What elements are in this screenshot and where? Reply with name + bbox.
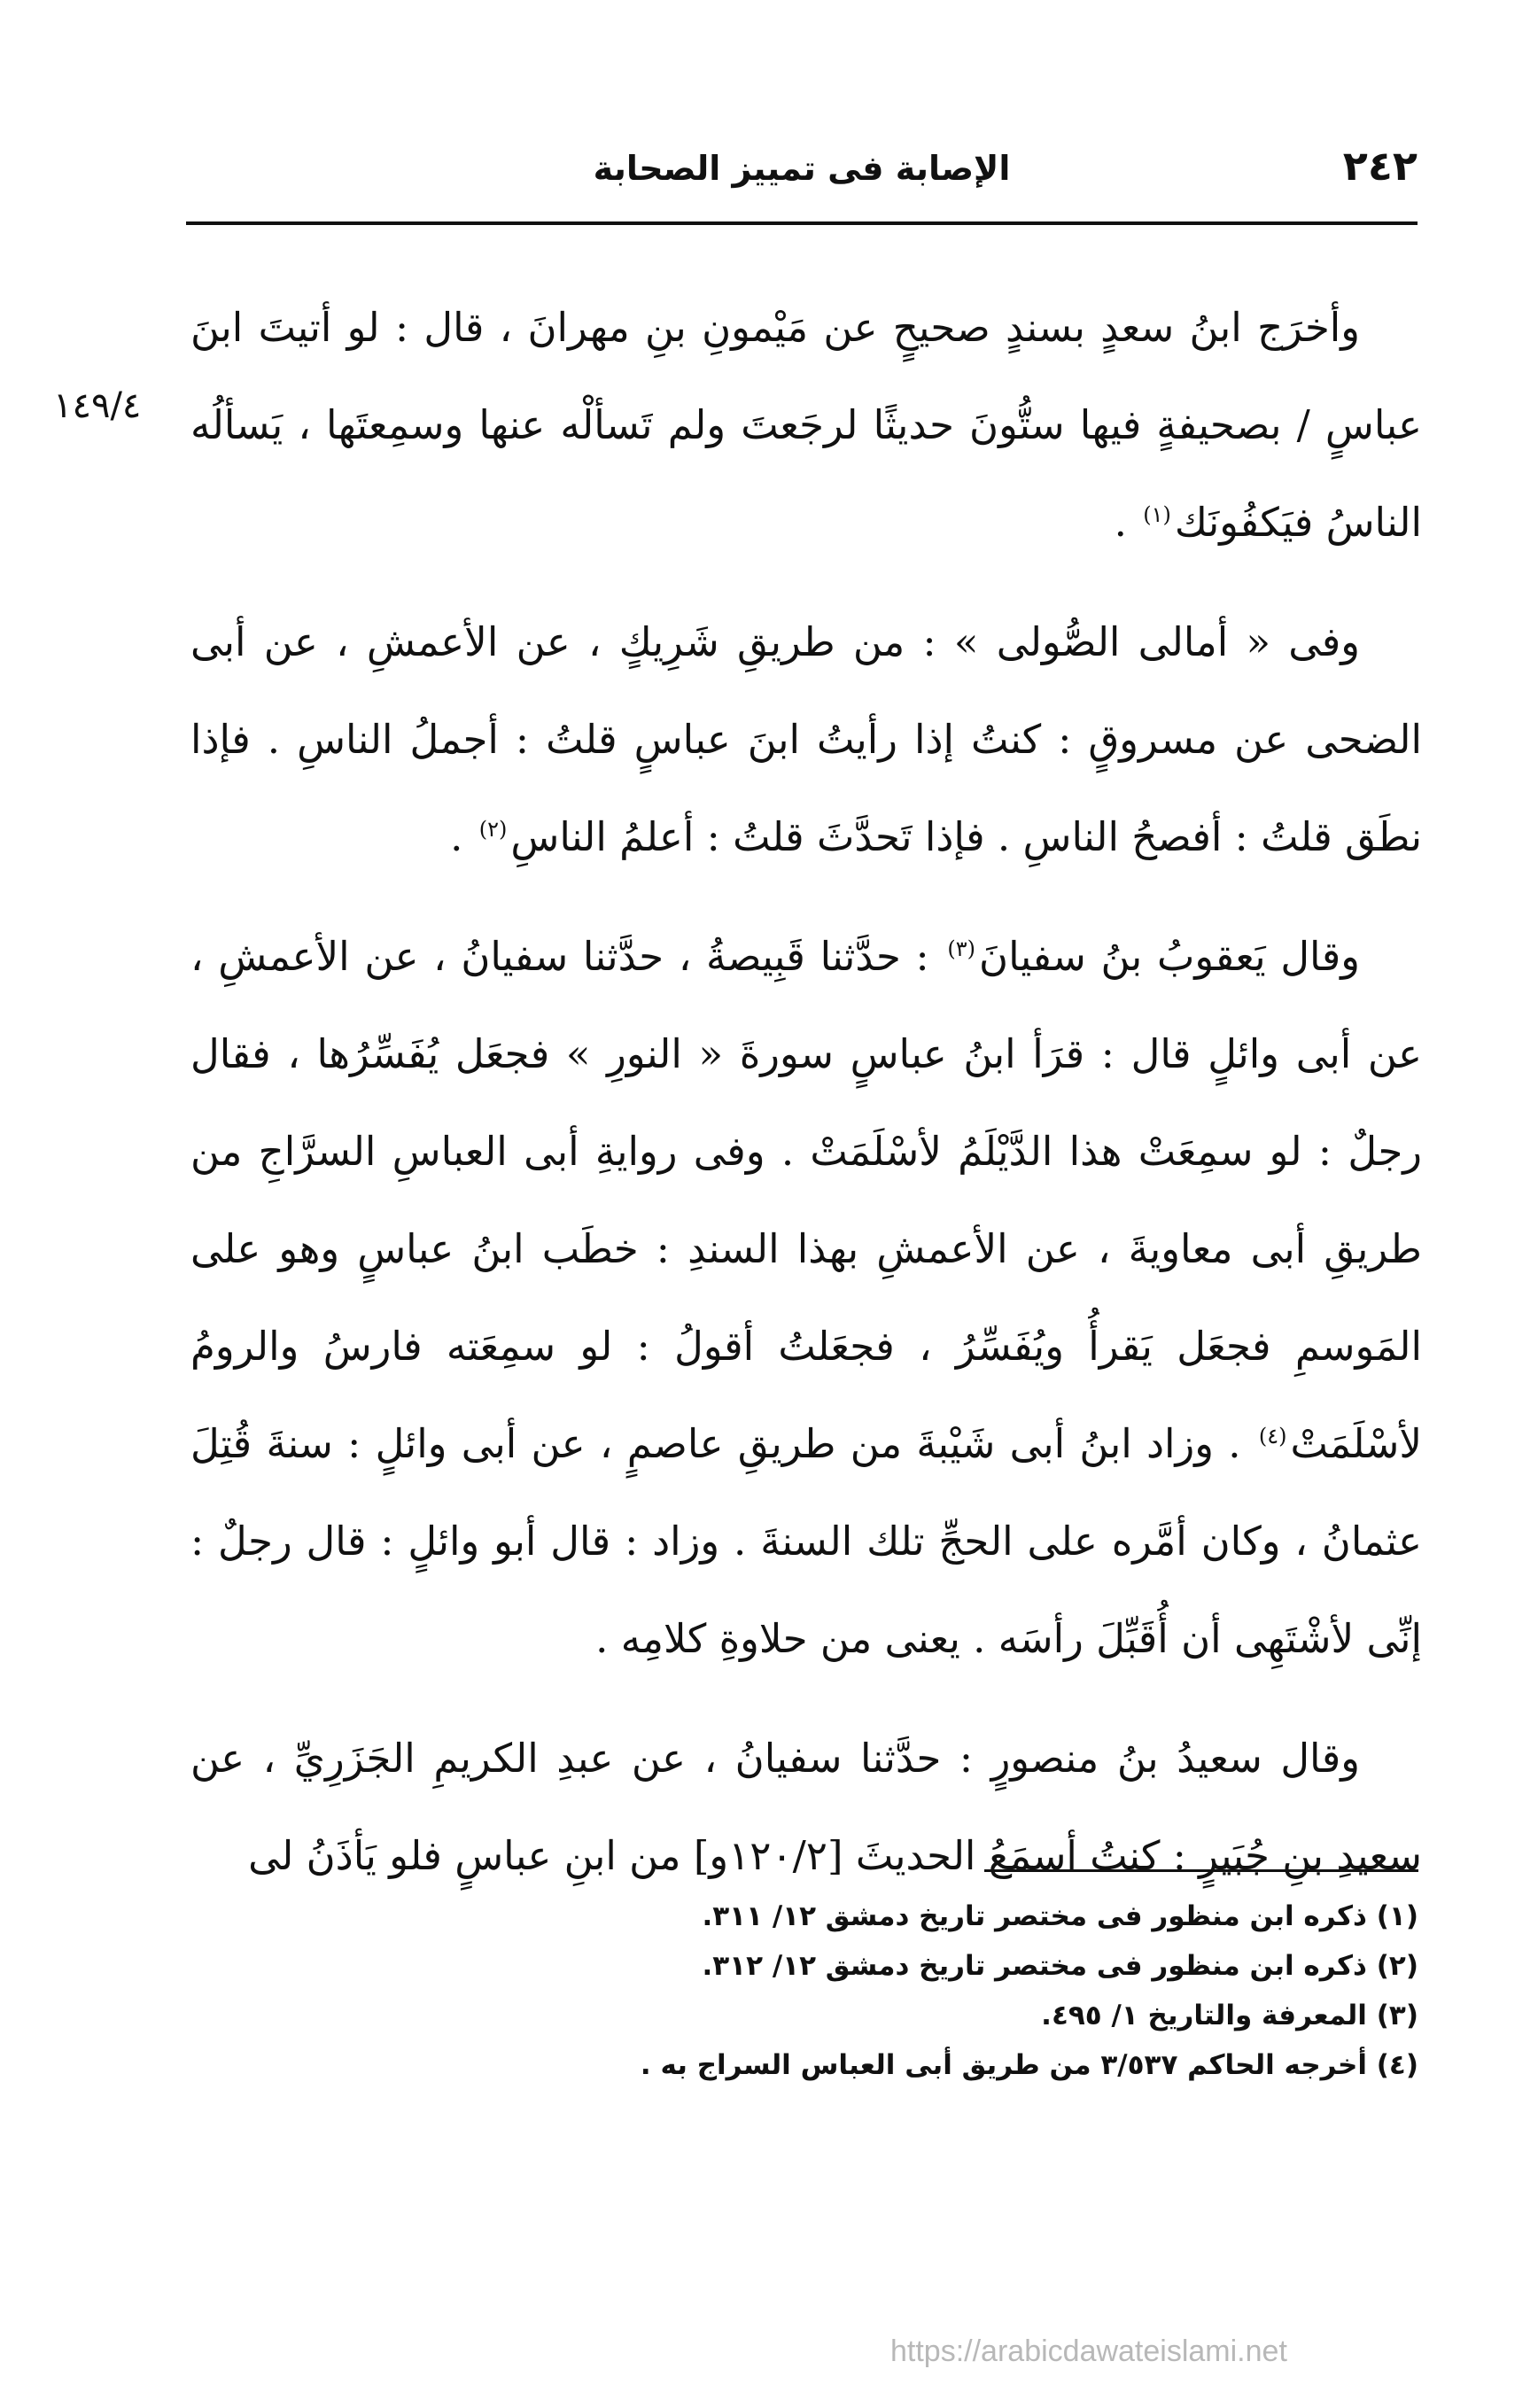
footnote-2: (٢) ذكره ابن منظور فى مختصر تاريخ دمشق ١٢/ ٣١٢. (702, 1950, 1418, 1982)
page-header (186, 142, 1418, 204)
page-number: ٢٤٢ (1342, 142, 1418, 190)
paragraph-1 (190, 279, 1422, 571)
paragraph-2-end: . (450, 813, 476, 860)
paragraph-3 (190, 908, 1422, 1688)
header-divider (186, 221, 1418, 225)
main-text (190, 279, 1422, 1927)
paragraph-2 (190, 594, 1422, 886)
paragraph-2-text: وفى « أمالى الصُّولى » : من طريقِ شَرِيكٍ ، عن الأعمشِ ، عن أبى الضحى عن مسروقٍ : كنتُ إذا رأيتُ ابنَ عباسٍ قلتُ : أجملُ الناسِ . فإذا نطَق قلتُ : أفصحُ الناسِ . فإذا تَحدَّثَ قلتُ : أعلمُ الناسِ (190, 618, 1422, 860)
paragraph-1-end: . (1114, 499, 1140, 546)
paragraph-1-text: وأخرَج ابنُ سعدٍ بسندٍ صحيحٍ عن مَيْمونِ بنِ مهرانَ ، قال : لو أتيتَ ابنَ عباسٍ / بصحيفةٍ فيها ستُّونَ حديثًا لرجَعتَ ولم تَسألْه عنها وسمِعتَها ، يَسألُه الناسُ فيَكفُونَك (190, 304, 1422, 546)
paragraph-3-text-c: . وزاد ابنُ أبى شَيْبةَ من طريقِ عاصمٍ ، عن أبى وائلٍ : سنةَ قُتِلَ عثمانُ ، وكان أمَّره على الحجِّ تلك السنةَ . وزاد : قال أبو وائلٍ : قال رجلٌ : إنِّى لأشْتَهِى أن أُقَبِّلَ رأسَه . يعنى من حلاوةِ كلامِه . (190, 1420, 1422, 1662)
footnote-ref-4[interactable]: (٤) (1258, 1424, 1287, 1449)
footnotes (532, 1891, 1418, 2090)
paragraph-3-text-a: وقال يَعقوبُ بنُ سفيانَ (979, 933, 1360, 980)
book-title: الإصابة فى تمييز الصحابة (593, 149, 1011, 188)
margin-volume-page-note: ١٤٩/٤ (53, 385, 142, 426)
footnote-ref-1[interactable]: (١) (1143, 502, 1171, 527)
footnote-ref-2[interactable]: (٢) (478, 817, 508, 842)
paragraph-3-text-b: : حدَّثنا قَبِيصةُ ، حدَّثنا سفيانُ ، عن الأعمشِ ، عن أبى وائلٍ قال : قرَأ ابنُ عباسٍ سورةَ « النورِ » فجعَل يُفَسِّرُها ، فقال رجلٌ : لو سمِعَتْ هذا الدَّيْلَمُ لأسْلَمَتْ . وفى روايةِ أبى العباسِ السرَّاجِ من طريقِ أبى معاويةَ ، عن الأعمشِ بهذا السندِ : خطَب ابنُ عباسٍ وهو على المَوسمِ فجعَل يَقرأُ ويُفَسِّرُ ، فجعَلتُ أقولُ : لو سمِعَته فارسُ والرومُ لأسْلَمَتْ (190, 933, 1422, 1467)
footnote-3: (٣) المعرفة والتاريخ ١/ ٤٩٥. (1041, 2000, 1418, 2031)
paragraph-4 (190, 1710, 1422, 1905)
paragraph-4-text: وقال سعيدُ بنُ منصورٍ : حدَّثنا سفيانُ ، عن عبدِ الكريمِ الجَزَرِيِّ ، عن سعيدِ بنِ جُبَيرٍ : كنتُ أسمَعُ الحديثَ [١٢٠/٢و] من ابنِ عباسٍ فلو يَأذَنُ لى (190, 1735, 1422, 1879)
watermark-url: https://arabicdawateislami.net (890, 2334, 1287, 2368)
footnote-divider (984, 1869, 1418, 1872)
footnote-1: (١) ذكره ابن منظور فى مختصر تاريخ دمشق ١٢/ ٣١١. (702, 1900, 1418, 1932)
footnote-4: (٤) أخرجه الحاكم ٣/٥٣٧ من طريق أبى العباس السراج به . (640, 2049, 1418, 2081)
footnote-ref-3[interactable]: (٣) (947, 936, 976, 961)
